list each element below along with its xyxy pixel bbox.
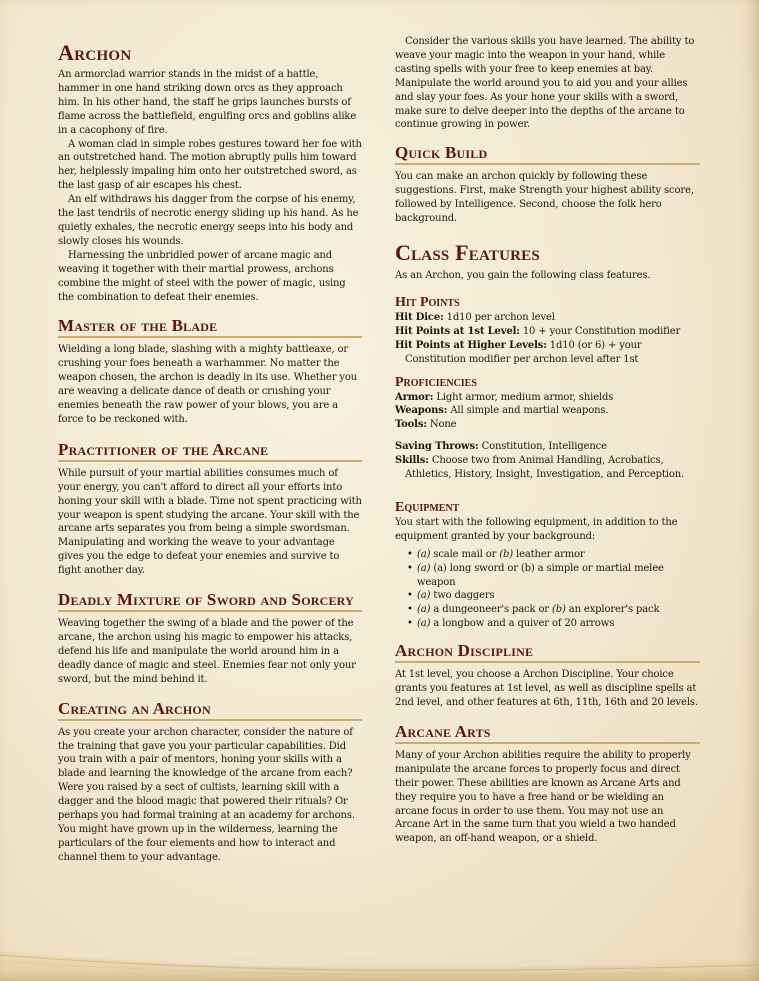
- hp-higher-line: [395, 339, 700, 367]
- hp-higher-label: Hit Points at Higher Levels:: [395, 339, 547, 351]
- skills-label: Skills:: [395, 455, 429, 467]
- hp-higher-value: 1d10 (or 6) + your Constitution modifier per archon level after 1st: [405, 339, 642, 365]
- weapons-label: Weapons:: [395, 405, 448, 417]
- intro-paragraph-3: An elf withdraws his dagger from the corpse of his enemy, the last tendrils of necrotic energy sliding up his hand. As he quietly exhales, the necrotic energy seeps into his body and slowly closes his wounds.: [58, 194, 359, 247]
- discipline-heading: Archon Discipline: [395, 641, 700, 663]
- creating-heading: Creating an Archon: [58, 699, 362, 721]
- arcane-arts-heading: Arcane Arts: [395, 722, 700, 744]
- deadly-heading: Deadly Mixture of Sword and Sorcery: [58, 590, 362, 612]
- armor-label: Armor:: [395, 391, 434, 403]
- equipment-list: [395, 548, 700, 631]
- quick-build-section: [395, 143, 700, 226]
- saving-throws-label: Saving Throws:: [395, 441, 479, 453]
- practitioner-text: While pursuit of your martial abilities consumes much of your energy, you can't afford to direct all your efforts into honing your skill with a blade. Time not spent practicing with your weapon is spent studying the arcane. Your skill with the arcane arts separates you from being a simple swordsman. Manipulating and working the weave to your advantage gives you the edge to defeat your enemies and survive to fight another day.: [58, 467, 362, 577]
- saving-throws-value: Constitution, Intelligence: [481, 441, 607, 453]
- hit-dice-label: Hit Dice:: [395, 311, 444, 323]
- intro-paragraph-1: An armorclad warrior stands in the midst of a battle, hammer in one hand striking down orcs as they approach him. In his other hand, the staff he grips launches bursts of flame across the battlefield, engulfing orcs and goblins alike in a cacophony of fire.: [58, 69, 357, 136]
- proficiencies-section: [395, 375, 700, 482]
- hp-first-label: Hit Points at 1st Level:: [395, 325, 520, 337]
- arcane-arts-text: Many of your Archon abilities require the ability to properly manipulate the arcane forces to properly focus and direct their power. These abilities are known as Arcane Arts and they require you to have a free hand or be wielding an arcane focus in order to use them. You may not use an Arcane Art in the same turn that you wield a two handed weapon, an off-hand weapon, or a shield.: [395, 749, 691, 845]
- saving-throws-line: [395, 440, 700, 454]
- skills-line: [395, 454, 700, 482]
- creating-section: [58, 699, 362, 865]
- list-item: • (a) a dungeoneer's pack or (b) an explorer's pack: [407, 603, 700, 617]
- archon-title: Archon: [58, 40, 132, 65]
- hp-first-line: [395, 325, 700, 339]
- master-section: [58, 316, 362, 426]
- hit-points-heading: Hit Points: [395, 294, 460, 310]
- weapons-value: All simple and martial weapons.: [450, 405, 609, 417]
- weapons-line: [395, 404, 700, 418]
- armor-value: Light armor, medium armor, shields: [436, 391, 614, 403]
- right-column: [395, 35, 700, 846]
- intro-paragraph-2: A woman clad in simple robes gestures toward her foe with an outstretched hand. The motion abruptly pulls him toward her, helplessly impaling him onto her outstretched sword, as the last gasp of air escapes his chest.: [58, 138, 362, 192]
- armor-line: [395, 391, 700, 405]
- master-heading: Master of the Blade: [58, 316, 362, 338]
- class-features-section: [395, 240, 700, 283]
- practitioner-section: [58, 440, 362, 578]
- quick-build-text: You can make an archon quickly by following these suggestions. First, make Strength your highest ability score, followed by Intelligence. Second, choose the folk hero background.: [395, 171, 694, 225]
- arcane-arts-section: [395, 722, 700, 846]
- intro-paragraph-4: Harnessing the unbridled power of arcane magic and weaving it together with their martial prowess, archons combine the might of steel with the power of magic, using the combination to defeat their enemies.: [58, 249, 346, 303]
- discipline-text: At 1st level, you choose a Archon Discipline. Your choice grants you features at 1st level, as well as discipline spells at 2nd level, and other features at 6th, 11th, 16th and 20 levels.: [395, 669, 698, 708]
- hit-dice-line: [395, 311, 700, 325]
- master-text: Wielding a long blade, slashing with a mighty battleaxe, or crushing your foes beneath a warhammer. No matter the weapon chosen, the archon is deadly in its use. Whether you are weaving a delicate dance of death or crushing your enemies beneath the raw power of your blows, you are a force to be reckoned with.: [58, 344, 358, 425]
- class-features-intro: As an Archon, you gain the following class features.: [395, 269, 651, 281]
- left-column: [58, 40, 362, 865]
- equipment-intro: You start with the following equipment, in addition to the equipment granted by your background:: [395, 516, 678, 542]
- deadly-section: [58, 590, 362, 687]
- tools-value: None: [429, 419, 457, 431]
- practitioner-heading: Practitioner of the Arcane: [58, 440, 362, 462]
- hp-first-value: 10 + your Constitution modifier: [522, 325, 681, 337]
- list-item: • (a) scale mail or (b) leather armor: [407, 548, 700, 562]
- list-item: • (a) (a) long sword or (b) a simple or martial melee weapon: [407, 562, 700, 590]
- consider-text: Consider the various skills you have learned. The ability to weave your magic into the weapon in your hand, while casting spells with your free to keep enemies at bay. Manipulate the world around you to aid you and your allies and slay your foes. As your hone your skills with a sword, make sure to delve deeper into the depths of the arcane to continue growing in power.: [395, 36, 695, 131]
- tools-line: [395, 418, 700, 432]
- tools-label: Tools:: [395, 419, 427, 431]
- equipment-section: [395, 500, 700, 631]
- footer-decoration: [0, 921, 759, 981]
- proficiencies-heading: Proficiencies: [395, 374, 477, 390]
- list-item: • (a) two daggers: [407, 589, 700, 603]
- hit-points-section: [395, 295, 700, 367]
- discipline-section: [395, 641, 700, 710]
- class-features-heading: Class Features: [395, 239, 540, 265]
- quick-build-heading: Quick Build: [395, 143, 700, 165]
- list-item: • (a) a longbow and a quiver of 20 arrows: [407, 617, 700, 631]
- hit-dice-value: 1d10 per archon level: [446, 311, 555, 323]
- skills-value: Choose two from Animal Handling, Acrobatics, Athletics, History, Insight, Investigation, and Perception.: [405, 455, 685, 481]
- deadly-text: Weaving together the swing of a blade and the power of the arcane, the archon using his magic to empower his attacks, defend his life and manipulate the world around him in a deadly dance of magic and steel. Enemies fear not only your sword, but the mind behind it.: [58, 618, 356, 685]
- creating-text: As you create your archon character, consider the nature of the training that gave you your particular capabilities. Did you train with a pair of mentors, honing your skills with a blade and learning the knowledge of the arcane from each? Were you raised by a sect of cultists, learning skill with a dagger and the blood magic that powered their rituals? Or perhaps you had formal training at an academy for archons. You might have grown up in the wilderness, learning the particulars of the four elements and how to interact and channel them to your advantage.: [58, 726, 355, 863]
- equipment-heading: Equipment: [395, 499, 460, 515]
